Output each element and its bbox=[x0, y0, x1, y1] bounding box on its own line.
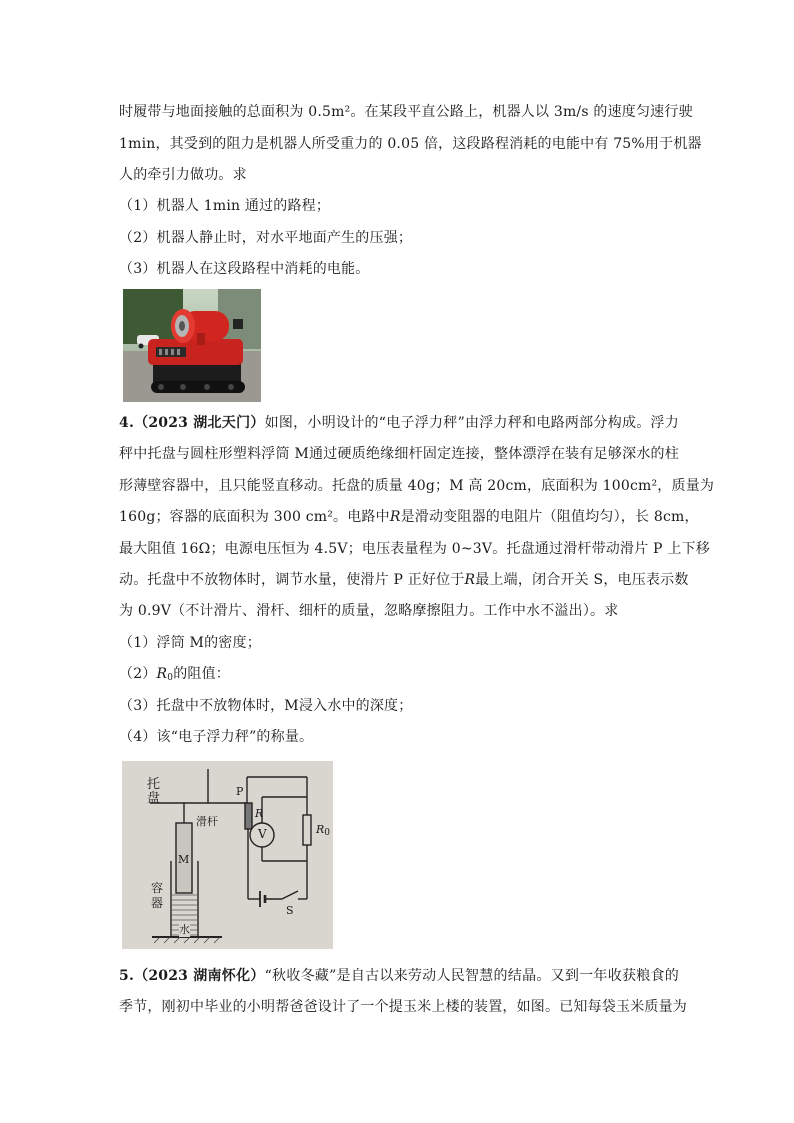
label-container-2: 器 bbox=[151, 896, 164, 910]
p3-question-3: （3）机器人在这段路程中消耗的电能。 bbox=[119, 261, 370, 277]
p4-line-1 bbox=[119, 413, 679, 433]
p4-line-7: 为 0.9V（不计滑片、滑杆、细杆的质量，忽略摩擦阻力。工作中水不溢出）。求 bbox=[119, 603, 619, 619]
p3-question-2: （2）机器人静止时，对水平地面产生的压强； bbox=[119, 230, 413, 246]
p3-line-2: 1min，其受到的阻力是机器人所受重力的 0.05 倍，这段路程消耗的电能中有 75%用于机器 bbox=[119, 136, 702, 152]
p5-line-2: 季节，刚初中毕业的小明帮爸爸设计了一个提玉米上楼的装置，如图。已知每袋玉米质量为 bbox=[119, 999, 687, 1015]
label-tray-2: 盘 bbox=[147, 791, 161, 806]
p4-line-6 bbox=[119, 570, 689, 590]
label-r0 bbox=[316, 823, 330, 838]
label-float-m: M bbox=[178, 853, 190, 866]
label-switch-s: S bbox=[286, 904, 294, 917]
p4-number: 4. bbox=[119, 415, 135, 431]
label-resistor-r: R bbox=[255, 807, 264, 820]
label-container-1: 容 bbox=[151, 881, 164, 895]
p4-question-4: （4）该“电子浮力秤”的称量。 bbox=[119, 729, 314, 745]
label-voltmeter: V bbox=[258, 827, 267, 841]
p3-line-1: 时履带与地面接触的总面积为 0.5m²。在某段平直公路上，机器人以 3m/s 的速度匀速行驶 bbox=[119, 104, 693, 120]
p4-source: （2023 湖北天门） bbox=[134, 415, 265, 431]
p4-text-4a: 160g；容器的底面积为 300 cm²。电路中 bbox=[119, 509, 390, 525]
p4-q2-suffix: 的阻值： bbox=[173, 666, 231, 682]
p4-line-2: 秤中托盘与圆柱形塑料浮筒 M通过硬质绝缘细杆固定连接，整体漂浮在装有足够深水的柱 bbox=[119, 446, 679, 462]
p4-q2-subscript: 0 bbox=[167, 673, 174, 683]
p5-source: （2023 湖南怀化） bbox=[134, 968, 265, 984]
p3-question-1: （1）机器人 1min 通过的路程； bbox=[119, 198, 331, 214]
label-slider-p: P bbox=[236, 785, 244, 798]
buoyancy-scale-diagram bbox=[122, 761, 333, 949]
p4-question-1: （1）浮筒 M的密度； bbox=[119, 635, 261, 651]
p4-line-3: 形薄壁容器中，且只能竖直移动。托盘的质量 40g；M 高 20cm，底面积为 100cm²，质量为 bbox=[119, 478, 715, 494]
p5-number: 5. bbox=[119, 968, 135, 984]
p5-line-1 bbox=[119, 966, 679, 986]
p4-text-1: 如图，小明设计的“电子浮力秤”由浮力秤和电路两部分构成。浮力 bbox=[264, 415, 679, 431]
p4-question-3: （3）托盘中不放物体时，M浸入水中的深度； bbox=[119, 698, 413, 714]
label-r0-base: R bbox=[316, 823, 325, 836]
robot-illustration bbox=[123, 289, 261, 402]
label-r0-sub: 0 bbox=[324, 828, 331, 838]
p4-q2-symbol: R bbox=[156, 666, 168, 682]
label-tray-1: 托 bbox=[147, 777, 161, 792]
p4-symbol-r: R bbox=[389, 509, 401, 525]
p4-symbol-r-2: R bbox=[464, 572, 476, 588]
p4-text-6b: 最上端，闭合开关 S，电压表示数 bbox=[475, 572, 689, 588]
p4-text-4b: 是滑动变阻器的电阻片（阻值均匀），长 8cm， bbox=[400, 509, 699, 525]
label-rod: 滑杆 bbox=[196, 815, 218, 828]
p5-text-1: “秋收冬藏”是自古以来劳动人民智慧的结晶。又到一年收获粮食的 bbox=[264, 968, 679, 984]
p4-question-2 bbox=[119, 664, 679, 688]
p3-line-3: 人的牵引力做功。求 bbox=[119, 167, 247, 183]
label-water: 水 bbox=[179, 923, 190, 936]
p4-line-5: 最大阻值 16Ω；电源电压恒为 4.5V；电压表量程为 0~3V。托盘通过滑杆带动滑片 P 上下移 bbox=[119, 541, 710, 557]
p4-line-4 bbox=[119, 507, 699, 527]
p4-q2-prefix: （2） bbox=[119, 666, 157, 682]
robot-photo bbox=[123, 289, 261, 402]
p4-text-6a: 动。托盘中不放物体时，调节水量，使滑片 P 正好位于 bbox=[119, 572, 465, 588]
